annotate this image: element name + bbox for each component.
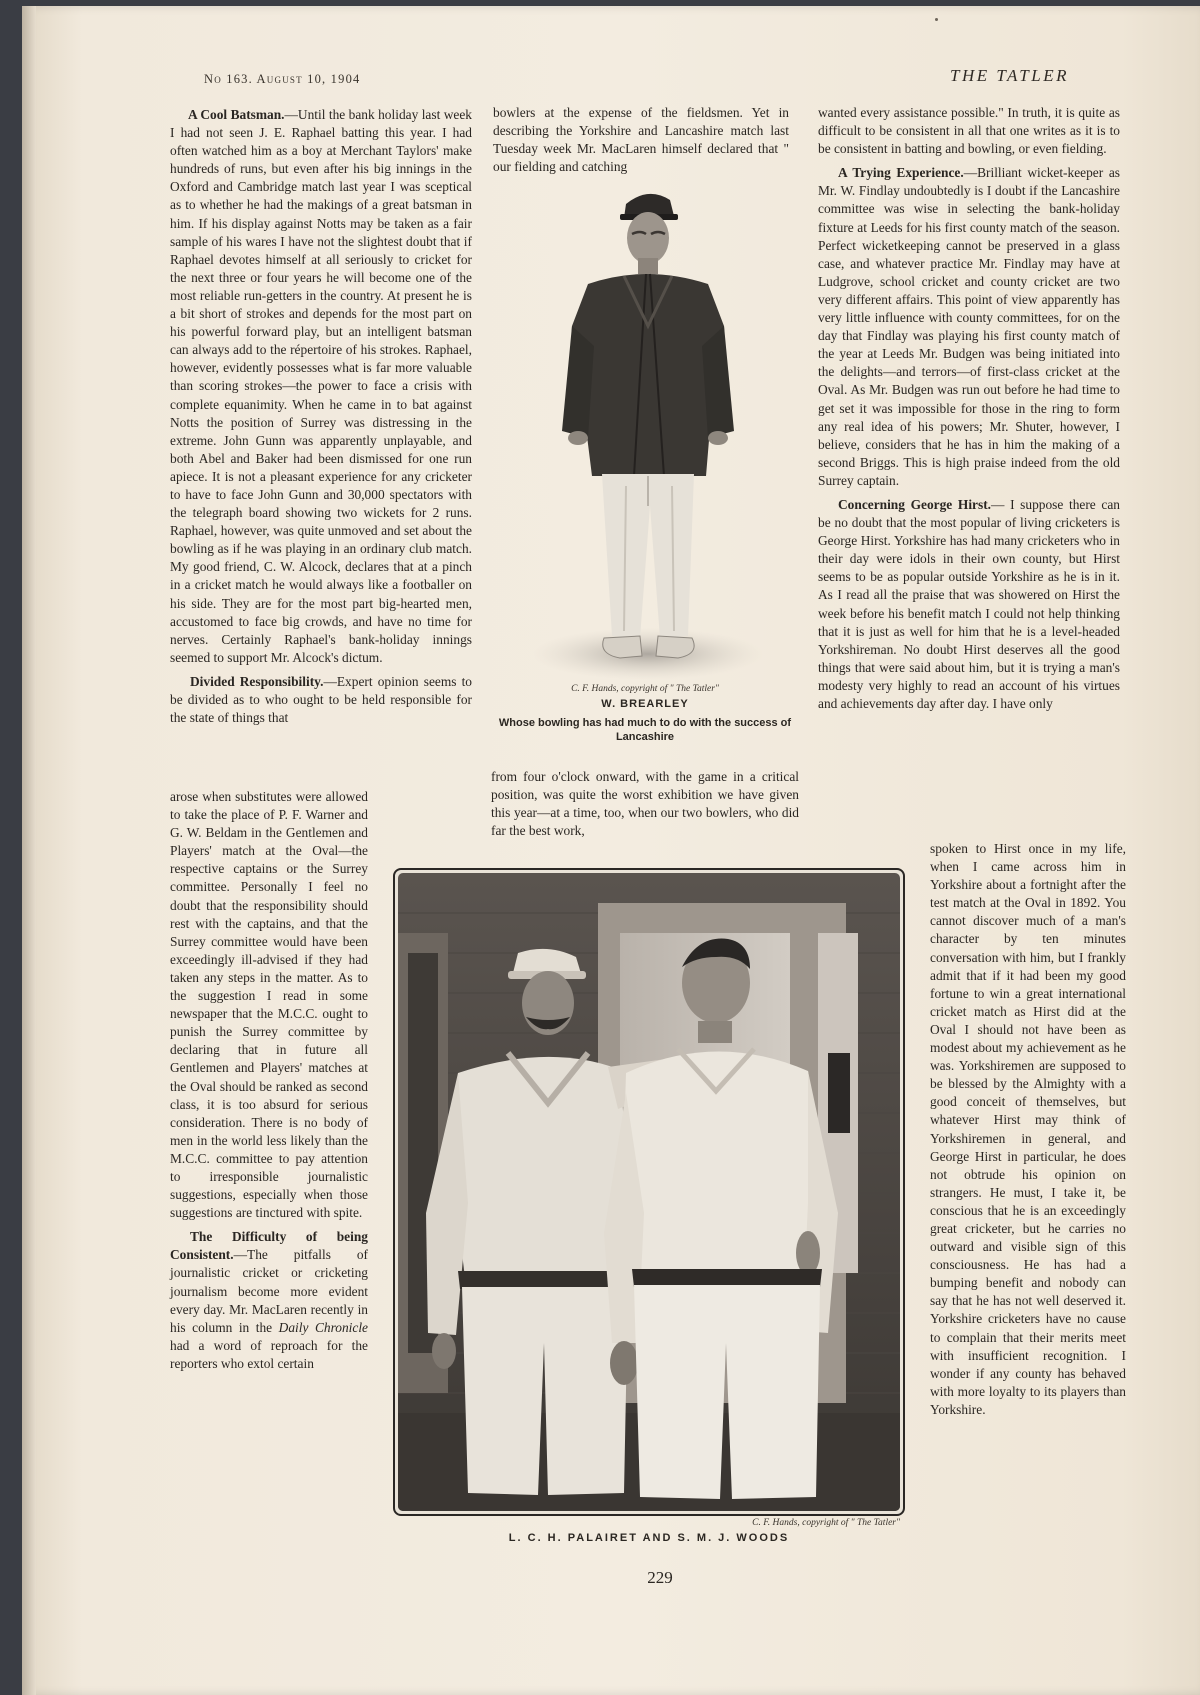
paragraph-divided-cont <box>170 788 368 1222</box>
issue-line: No 163. August 10, 1904 <box>204 72 361 86</box>
heading-trying: A Trying Experience. <box>838 165 964 181</box>
paper-speck <box>935 18 938 21</box>
page-spine <box>22 6 36 1695</box>
paragraph-col2-bottom: from four o'clock onward, with the game in a critical position, was quite the worst exhibition we have given this year—at a time, too, when our two bowlers, who did far the best work, <box>491 769 799 839</box>
heading-difficulty: The Difficulty of being Consistent. <box>170 1229 368 1263</box>
text-difficulty: —The pitfalls of journalistic cricket or cricketing journalism become more evident every day. Mr. MacLaren recently in his column in the <box>170 1247 368 1335</box>
caption-name-brearley: W. BREARLEY <box>601 698 689 710</box>
paragraph-difficulty <box>170 1228 368 1373</box>
paragraph-hirst-cont: spoken to Hirst once in my life, when I came across him in Yorkshire about a fortnight after the test match at the Oval in 1892. You cannot discover much of a man's character by ten minutes conversation with him, but I frankly admit that if it had been my good fortune to win a great international cricket match as Hirst did at the Oval I should not have been as modest about my achievement as he was. Yorkshiremen are supposed to be blessed by the Almighty with a good conceit of themselves, but whatever Hirst may think of Yorkshiremen in general, and George Hirst in particular, he does not obtrude his opinion on strangers. He must, I take it, be conscious that he is an exceedingly great cricketer, but he carries no outward and visible sign of this consciousness. He has had a bumping benefit and nobody can say that he has not well deserved it. Yorkshire cricketers have no cause to complain that their merits meet with insufficient recognition. I wonder if any county has behaved with more loyalty to its players than Yorkshire. <box>930 841 1126 1417</box>
text-difficulty-end: had a word of reproach for the reporters who extol certain <box>170 1337 368 1371</box>
text-cool-batsman: —Until the bank holiday last week I had not seen J. E. Raphael batting this year. I had often watched him as a boy at Merchant Taylors' make hundreds of runs, but even after his big innings in the Oxford and Cambridge match last year I was sceptical as to whether he had the makings of a great batsman in him. If his display against Notts may be taken as a fair sample of his wares I have not the slightest doubt that if Raphael devotes himself at all seriously to cricket for the next three or four years he will become one of the most reliable run-getters in the country. At present he is a bit short of strokes and depends for the most part on his powerful forward play, but an intelligent batsman can always add to the répertoire of his strokes. Raphael, however, evidently possesses what is far more valuable than scoring strokes—the power to face a crisis with complete equanimity. When he came in to bat against Notts the position of Surrey was distressing in the extreme. John Gunn was apparently unplayable, and both Abel and Baker had been dismissed for one run apiece. It is not a pleasant experience for any cricketer to have to face John Gunn and 30,000 spectators with the telegraph board showing two wickets for 2 runs. Raphael, however, was quite unmoved and set about the bowling as if he was playing in an ordinary club match. My good friend, C. W. Alcock, declares that at a pinch in a cricket match he would always like a footballer on his side. They are for the most part big-hearted men, accustomed to face big crowds, and have no time for nerves. Certainly Raphael's bank-holiday innings seemed to support Mr. Alcock's dictum. <box>170 107 472 665</box>
heading-divided: Divided Responsibility. <box>190 673 324 689</box>
paragraph-col2-top: bowlers at the expense of the fieldsmen. Yet in describing the Yorkshire and Lancashire match last Tuesday week Mr. MacLaren himself declared that " our fielding and catching <box>493 105 789 175</box>
column-3 <box>818 104 1120 719</box>
heading-hirst: Concerning George Hirst. <box>838 496 992 512</box>
column-3-narrow <box>930 840 1126 1425</box>
heading-cool-batsman: A Cool Batsman. <box>188 107 285 122</box>
photo-credit-brearley: C. F. Hands, copyright of " The Tatler" <box>571 684 719 694</box>
photo-palairet-woods <box>398 873 900 1511</box>
paragraph-col3-top: wanted every assistance possible." In truth, it is quite as difficult to be consistent in all that one writes as it is to be consistent in batting and bowling, or even fielding. <box>818 105 1120 157</box>
paragraph-hirst <box>818 496 1120 713</box>
caption-brearley: Whose bowling has had much to do with the success of Lancashire <box>498 717 792 743</box>
text-divided-b: arose when substitutes were allowed to take the place of P. F. Warner and G. W. Beldam in the Gentlemen and Players' match at the Oval—the respective captains or the Surrey committee. Personally I feel no doubt that the responsibility should rest with the captains, and that the Surrey committee would have been exceedingly ill-advised if they had taken any steps in the matter. As to the suggestion I read in some newspaper that the M.C.C. ought to punish the Surrey committee by declaring that in future all Gentlemen and Players' matches at the Oval should be ranked as second class, it is too absurd for serious consideration. There is no body of men in the world less likely than the M.C.C. committee to pay attention to irresponsible journalistic suggestions, especially when those suggestions are tinctured with spite. <box>170 789 368 1221</box>
text-divided-a: —Expert opinion seems to be divided as to who ought to be held responsible for the state of things that <box>170 673 472 726</box>
newspaper-name: Daily Chronicle <box>278 1319 368 1335</box>
text-trying: —Brilliant wicket-keeper as Mr. W. Findlay undoubtedly is I doubt if the Lancashire committee was wise in selecting the bank-holiday fixture at Leeds for his first county match of the season. Perfect wicketkeeping cannot be preserved in a glass case, and whatever practice Mr. Findlay may have at Ludgrove, school cricket and county cricket are two very different affairs. This point of view apparently has very little influence with county committees, for on the day that Findlay was playing his first county match of the year at Leeds Mr. Budgen was being initiated into the delights—and terrors—of first-class cricket at the Oval. As Mr. Budgen was run out before he had time to get set it was impossible for those in the ring to form any real idea of his powers; Mr. Shuter, however, I believe, considers that he has in him the making of a second Briggs. This is high praise indeed from the old Surrey captain. <box>818 165 1120 488</box>
column-1-narrow <box>170 788 368 1379</box>
photo-credit-palairet-woods: C. F. Hands, copyright of " The Tatler" <box>752 1518 900 1528</box>
magazine-title: THE TATLER <box>950 66 1069 85</box>
brearley-figure <box>528 176 768 682</box>
paragraph-trying <box>818 164 1120 490</box>
paragraph-cool-batsman <box>170 106 472 667</box>
paragraph-divided <box>170 673 472 727</box>
column-2-top <box>493 104 789 182</box>
cricketers-photo <box>398 873 900 1511</box>
column-2-bottom <box>491 768 799 846</box>
text-hirst-a: — I suppose there can be no doubt that the most popular of living cricketers is George Hirst. Yorkshire has had many cricketers who in their day were idols in their own county, but Hirst seems to be as popular outside Yorkshire as he is in it. As I read all the praise that was showered on Hirst the week before his benefit match I could not help thinking that it is just as well for him that he is a level-headed Yorkshireman. No doubt Hirst deserves all the good things that were said about him, but it is trying a man's modesty very highly to read an account of his virtues and achievements day after day. I have only <box>818 496 1120 711</box>
column-1 <box>170 106 472 733</box>
page-number: 229 <box>647 1568 673 1587</box>
caption-palairet-woods: L. C. H. PALAIRET AND S. M. J. WOODS <box>508 1532 790 1544</box>
photo-brearley <box>528 176 768 682</box>
